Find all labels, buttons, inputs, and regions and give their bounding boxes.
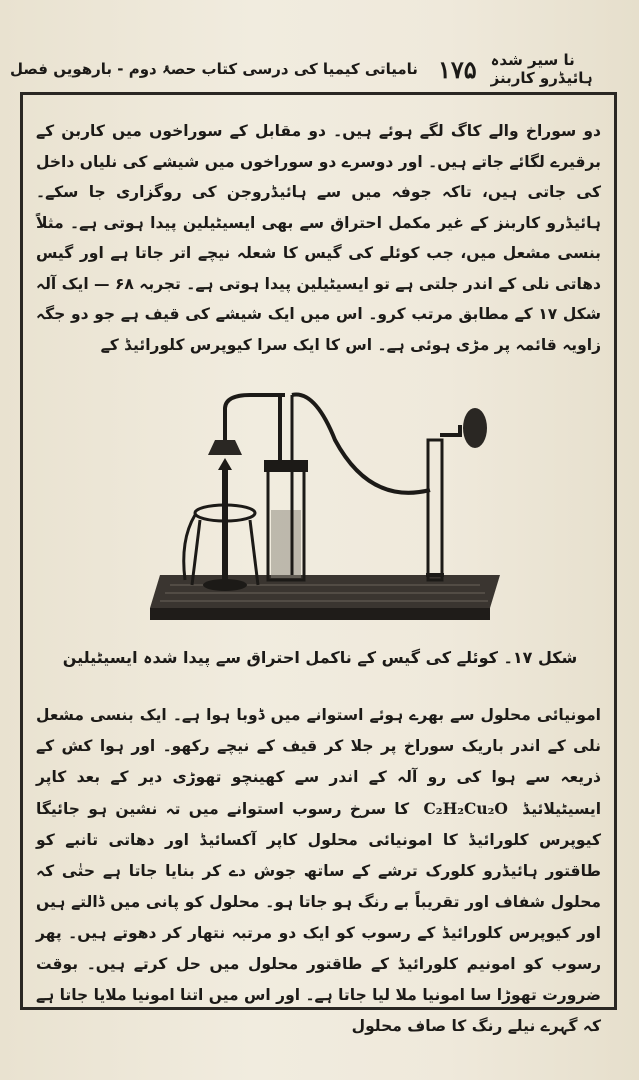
aspirator (426, 408, 487, 580)
apparatus-illustration (140, 380, 510, 635)
figure-caption: شکل ۱۷۔ کوئلے کی گیس کے ناکمل احتراق سے پیدا شدہ ایسیٹیلین (62, 648, 578, 667)
book-title: نامیاتی کیمیا کی درسی کتاب حصۂ دوم - بارھویں فصل (10, 60, 418, 78)
experiment-text: — ایک آلہ شکل ۱۷ کے مطابق مرتب کرو۔ اس میں ایک شیشے کی قیف ہے جو دو جگہ زاویہ قائمہ پر مڑی ہوئی ہے۔ اس کا ایک سرا کیوپرس کلورائیڈ کے (36, 274, 601, 354)
paragraph-1 (36, 116, 601, 360)
experiment-label: تجربہ ۶۸ (114, 274, 181, 293)
paragraph-1-text: دو سوراخ والے کاگ لگے ہوئے ہیں۔ دو مقابل کے سوراخوں میں کاربن کے برقیرے لگائے جاتے ہیں۔ اور دوسرے دو سوراخوں میں شیشے کی نلیاں داخل کی جاتی ہیں، تاکہ جوفہ میں سے ہائیڈروجن کی روگزاری جا سکے۔ ہائیڈرو کاربنز کے غیر مکمل احتراق سے بھی ایسیٹیلین پیدا ہوتی ہے۔ مثلاً بنسی مشعل میں، جب کوئلے کی گیس کا شعلہ نیچے اتر جاتا ہے اور گیس دھاتی نلی کے اندر جلتی ہے تو ایسیٹیلین پیدا ہوتی ہے۔ (36, 122, 601, 293)
chemical-formula: C₂H₂Cu₂O (423, 799, 508, 818)
paragraph-2 (36, 700, 601, 1042)
apparatus-figure (140, 380, 510, 635)
bunsen-burner (184, 458, 258, 591)
page-number: ۱۷۵ (437, 54, 477, 84)
paragraph-2-text-before: امونیائی محلول سے بھرے ہوئے استوانے میں ڈوبا ہوا ہے۔ ایک بنسی مشعل نلی کے اندر باریک سوراخ پر جلا کر قیف کے نیچے رکھو۔ اور ہوا کش کے ذریعہ سے ہوا کی رو آلہ کے اندر سے کھینچو تھوڑی دیر کے بعد کاپر ایسیٹیلائیڈ (36, 706, 602, 818)
cylinder (264, 395, 430, 580)
chapter-heading: نا سیر شدہ ہائیڈرو کاربنز (490, 51, 593, 87)
funnel (208, 395, 285, 455)
table-top (150, 575, 500, 608)
paragraph-2-text-after: کا سرخ رسوب استوانے میں تہ نشین ہو جائیگا کیوپرس کلورائیڈ کا امونیائی محلول کاپر آکسائیڈ اور دھاتی تانبے کو طاقتور ہائیڈرو کلورک ترشے کے ساتھ جوش دے کر بنایا جاتا ہے حتٰی کہ محلول شفاف اور تقریباً بے رنگ ہو جاتا ہو۔ محلول کو پانی میں ڈالتے ہیں اور کیوپرس کلورائیڈ کے رسوب کو ایک دو مرتبہ نتھار کر دھوتے ہیں۔ پھر رسوب کو امونیم کلورائیڈ کے طاقتور محلول میں حل کرتے ہیں۔ بوقت ضرورت تھوڑا سا امونیا ملا لیا جاتا ہے۔ اور اس میں اتنا امونیا ملایا جاتا ہے کہ گہرے نیلے رنگ کا صاف محلول (36, 800, 601, 1035)
page-header (10, 52, 629, 86)
table-edge (150, 608, 490, 620)
